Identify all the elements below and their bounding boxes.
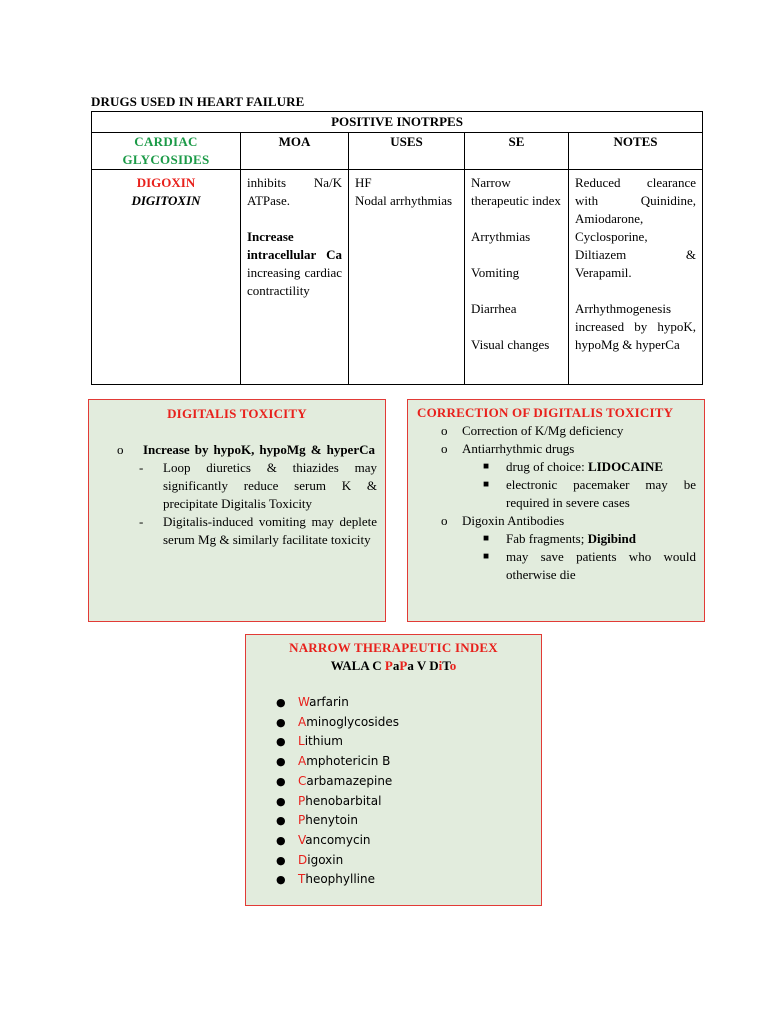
drug-name-rest: arfarin bbox=[309, 695, 349, 709]
circle-bullet-icon: o bbox=[117, 442, 124, 457]
positive-inotropes-table bbox=[91, 111, 703, 385]
uses-cell bbox=[349, 170, 465, 385]
drug-digoxin: DIGOXIN bbox=[136, 175, 196, 190]
narrow-therapeutic-index-box bbox=[245, 634, 542, 906]
sub-list bbox=[139, 459, 377, 549]
notes-cell bbox=[569, 170, 703, 385]
se-item: Diarrhea bbox=[471, 301, 517, 316]
list-item bbox=[246, 792, 541, 812]
header-se: SE bbox=[465, 133, 569, 170]
bullet-dot-icon: ● bbox=[276, 814, 286, 828]
drug-name-rest: arbamazepine bbox=[306, 773, 393, 788]
bullet-dot-icon: ● bbox=[276, 774, 286, 788]
square-bullet-icon: ■ bbox=[483, 533, 490, 544]
notes-para: Arrhythmogenesis increased by hypoK, hypoMg & hyperCa bbox=[575, 301, 696, 352]
list-item: o Digoxin Antibodies bbox=[441, 513, 565, 528]
list-item: o Correction of K/Mg deficiency bbox=[441, 423, 624, 438]
mnemonic-part: o bbox=[449, 658, 457, 673]
drug-initial: V bbox=[298, 832, 306, 847]
list-item bbox=[246, 870, 541, 890]
dash-bullet-icon: - bbox=[139, 460, 144, 475]
list-item: ■ drug of choice: LIDOCAINE bbox=[483, 459, 664, 474]
list-item bbox=[246, 772, 541, 792]
use-nodal-arrhythmias: Nodal arrhythmias bbox=[355, 193, 453, 208]
drug-initial: P bbox=[298, 813, 306, 828]
moa-text: inhibits Na/K ATPase. bbox=[247, 175, 342, 208]
moa-cell bbox=[241, 170, 349, 385]
drug-name-rest: henytoin bbox=[305, 813, 358, 828]
se-item: Visual changes bbox=[471, 337, 550, 352]
use-hf: HF bbox=[355, 175, 372, 190]
header-moa: MOA bbox=[241, 133, 349, 170]
header-notes: NOTES bbox=[569, 133, 703, 170]
nti-title: NARROW THERAPEUTIC INDEX bbox=[289, 640, 498, 655]
drug-digitoxin: DIGITOXIN bbox=[131, 193, 201, 208]
circle-bullet-icon: o bbox=[441, 441, 448, 456]
drug-names-cell bbox=[92, 170, 241, 385]
mnemonic-part: T bbox=[442, 658, 450, 673]
digitalis-toxicity-title: DIGITALIS TOXICITY bbox=[167, 406, 307, 421]
drug-initial: A bbox=[298, 754, 307, 769]
list-item: ■ Fab fragments; Digibind bbox=[483, 531, 637, 546]
header-uses: USES bbox=[349, 133, 465, 170]
drug-initial: P bbox=[298, 793, 306, 808]
drug-name-rest: heophylline bbox=[305, 872, 375, 887]
drug-initial: W bbox=[298, 695, 310, 709]
mnemonic-part: P bbox=[384, 658, 393, 673]
table-band-title: POSITIVE INOTRPES bbox=[92, 112, 703, 133]
square-bullet-icon: ■ bbox=[483, 461, 490, 472]
list-item: - Loop diuretics & thiazides may significantly reduce serum K & precipitate Digitalis Toxicity bbox=[139, 460, 377, 511]
se-item: Vomiting bbox=[471, 265, 520, 280]
drug-initial: T bbox=[298, 872, 306, 887]
drug-initial: L bbox=[298, 734, 305, 749]
list-item: o Antiarrhythmic drugs bbox=[441, 441, 575, 456]
list-item: ■ may save patients who would otherwise die bbox=[483, 549, 696, 582]
bullet-dot-icon: ● bbox=[276, 873, 286, 887]
nti-mnemonic bbox=[246, 657, 541, 675]
dash-bullet-icon: - bbox=[139, 514, 144, 529]
drug-initial: C bbox=[298, 773, 307, 788]
list-item bbox=[246, 732, 541, 752]
bullet-dot-icon: ● bbox=[276, 833, 286, 847]
circle-bullet-icon: o bbox=[441, 513, 448, 528]
drug-initial: A bbox=[298, 714, 307, 729]
correction-box bbox=[407, 399, 705, 622]
list-item: - Digitalis-induced vomiting may deplete serum Mg & similarly facilitate toxicity bbox=[139, 514, 377, 547]
drug-initial: D bbox=[298, 852, 308, 867]
side-effects-cell bbox=[465, 170, 569, 385]
correction-title: CORRECTION OF DIGITALIS TOXICITY bbox=[417, 405, 674, 420]
moa-effect: Increase intracellular Ca increasing cardiac contractility bbox=[247, 229, 342, 298]
drug-name-rest: igoxin bbox=[307, 852, 344, 867]
bullet-dot-icon: ● bbox=[276, 794, 286, 808]
drug-name-rest: ithium bbox=[304, 734, 343, 749]
list-item bbox=[246, 831, 541, 851]
mnemonic-part: a bbox=[392, 658, 400, 673]
bullet-dot-icon: ● bbox=[276, 715, 286, 729]
drug-name-rest: henobarbital bbox=[305, 793, 382, 808]
list-item: ■ electronic pacemaker may be required in severe cases bbox=[483, 477, 696, 510]
mnemonic-part: P bbox=[399, 658, 408, 673]
drug-name-rest: minoglycosides bbox=[306, 714, 400, 729]
list-item bbox=[246, 693, 541, 713]
bullet-dot-icon: ● bbox=[276, 696, 286, 709]
bullet-dot-icon: ● bbox=[276, 853, 286, 867]
bullet-dot-icon: ● bbox=[276, 755, 286, 769]
drug-name-rest: ancomycin bbox=[305, 832, 371, 847]
list-item: o Increase by hypoK, hypoMg & hyperCa bbox=[117, 442, 375, 457]
header-cardiac-glycosides: CARDIAC GLYCOSIDES bbox=[92, 133, 241, 170]
mnemonic-part: a V D bbox=[407, 658, 439, 673]
mnemonic-part: WALA C bbox=[330, 658, 385, 673]
list-item bbox=[246, 811, 541, 831]
nti-drug-list bbox=[246, 693, 541, 890]
list-item bbox=[246, 851, 541, 871]
se-item: Arrythmias bbox=[471, 229, 531, 244]
circle-bullet-icon: o bbox=[441, 423, 448, 438]
square-bullet-icon: ■ bbox=[483, 479, 490, 490]
notes-para: Reduced clearance with Quinidine, Amiodarone, Cyclosporine, Diltiazem & Verapamil. bbox=[575, 175, 696, 280]
se-item: Narrow therapeutic index bbox=[471, 175, 561, 208]
drug-name-rest: mphotericin B bbox=[306, 754, 391, 769]
list-item bbox=[246, 713, 541, 733]
list-item bbox=[246, 752, 541, 772]
digitalis-toxicity-box bbox=[88, 399, 386, 622]
document-title: DRUGS USED IN HEART FAILURE bbox=[91, 94, 305, 109]
bullet-dot-icon: ● bbox=[276, 735, 286, 749]
square-bullet-icon: ■ bbox=[483, 551, 490, 562]
mnemonic-part: i bbox=[438, 658, 443, 673]
